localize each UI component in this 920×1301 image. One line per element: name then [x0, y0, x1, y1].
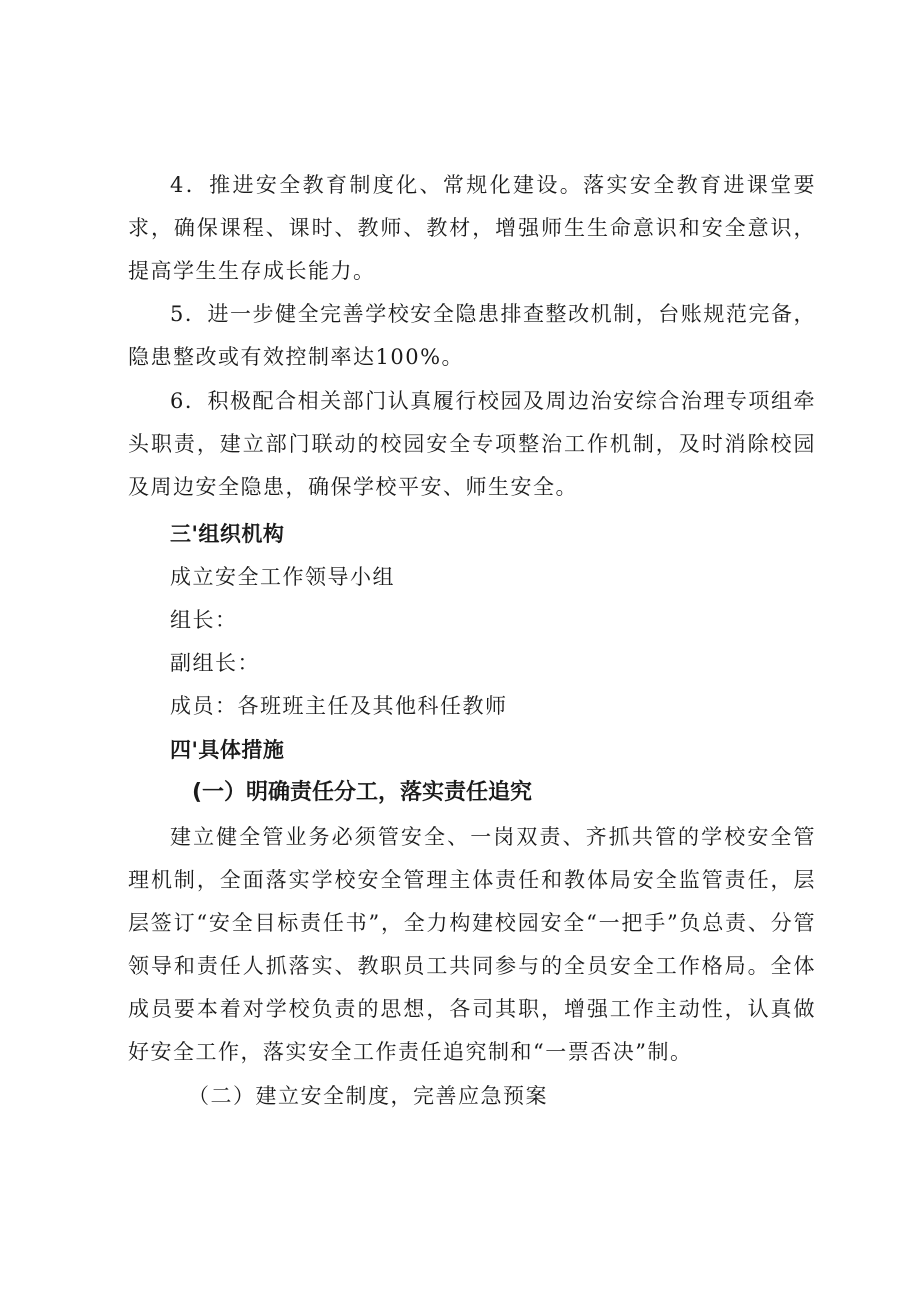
- paragraph-responsibility: 建立健全管业务必须管安全、一岗双责、齐抓共管的学校安全管理机制，全面落实学校安全管理主体责任和教体局安全监管责任，层层签订“安全目标责任书”，全力构建校园安全“一把手”负总责、分管领导和责任人抓落实、教职员工共同参与的全员安全工作格局。全体成员要本着对学校负责的思想，各司其职，增强工作主动性，认真做好安全工作，落实安全工作责任追究制和“一票否决”制。: [128, 825, 816, 1064]
- org-line-deputy-leader: 副组长：: [170, 651, 260, 675]
- org-line-leader: 组长：: [170, 608, 238, 632]
- paragraph-item-4: 4．推进安全教育制度化、常规化建设。落实安全教育进课堂要求，确保课程、课时、教师、教材，增强师生生命意识和安全意识，提高学生生存成长能力。: [128, 173, 816, 283]
- subheading-safety-system: （二）建立安全制度，完善应急预案: [188, 1084, 548, 1108]
- section-heading-organization: 三'组织机构: [170, 522, 285, 546]
- org-line-members: 成员：各班班主任及其他科任教师: [170, 694, 508, 718]
- paragraph-item-5: 5．进一步健全完善学校安全隐患排查整改机制，台账规范完备，隐患整改或有效控制率达100%。: [128, 302, 816, 369]
- org-line-leadership-group: 成立安全工作领导小组: [170, 565, 395, 589]
- paragraph-item-6: 6．积极配合相关部门认真履行校园及周边治安综合治理专项组牵头职责，建立部门联动的校园安全专项整治工作机制，及时消除校园及周边安全隐患，确保学校平安、师生安全。: [128, 389, 816, 499]
- subheading-responsibility: (一）明确责任分工，落实责任追究: [192, 780, 533, 805]
- section-heading-measures: 四'具体措施: [170, 738, 285, 762]
